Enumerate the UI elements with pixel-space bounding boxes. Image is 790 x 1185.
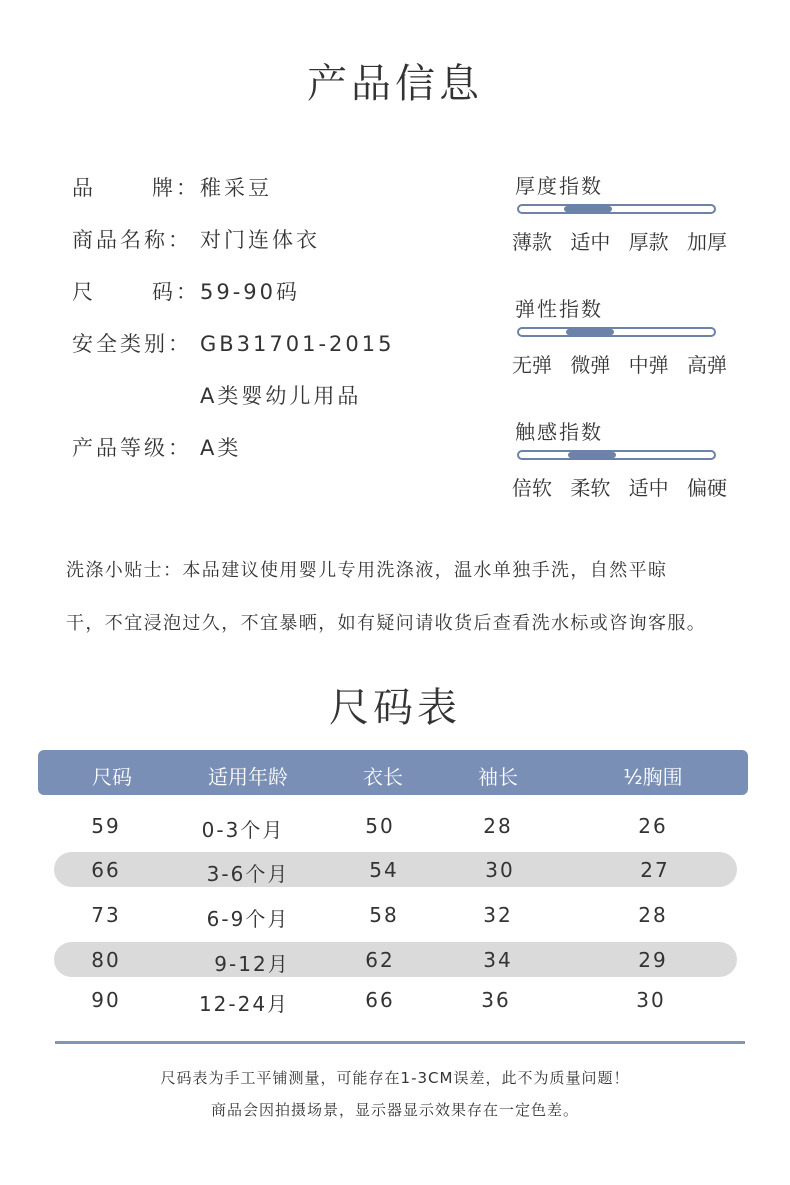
cell-length: 62 (365, 948, 395, 972)
size-value: 59-90码 (200, 280, 301, 304)
cell-size: 80 (91, 948, 121, 972)
safety-row (72, 328, 395, 358)
thickness-slider (517, 204, 716, 214)
touch-option: 倍软 (512, 476, 552, 500)
divider (55, 1041, 745, 1044)
elasticity-slider (517, 327, 716, 337)
cell-size: 66 (91, 858, 121, 882)
thickness-option: 适中 (570, 230, 611, 254)
cell-sleeve: 32 (483, 903, 513, 927)
cell-age: 6-9个月 (206, 907, 290, 931)
cell-age: 3-6个月 (206, 862, 290, 886)
header-length: 衣长 (363, 765, 403, 789)
touch-slider-fill (568, 452, 616, 458)
thickness-option: 薄款 (512, 230, 552, 254)
thickness-index-title: 厚度指数 (515, 174, 603, 198)
safety-category-row (200, 380, 361, 410)
wash-tip-line-1: 洗涤小贴士：本品建议使用婴儿专用洗涤液，温水单独手洗，自然平晾 (66, 560, 668, 581)
cell-chest: 27 (640, 858, 670, 882)
product-info-title: 产品信息 (307, 61, 483, 107)
table-row (38, 852, 748, 887)
table-row (38, 982, 748, 1017)
cell-chest: 28 (638, 903, 668, 927)
elasticity-slider-fill (566, 329, 614, 335)
size-table-header (38, 750, 748, 795)
brand-label-b: 牌： (152, 176, 200, 200)
touch-scale (512, 472, 727, 501)
cell-size: 90 (91, 988, 121, 1012)
grade-row (72, 432, 241, 462)
cell-size: 73 (91, 903, 121, 927)
table-row (38, 897, 748, 932)
touch-option: 偏硬 (686, 476, 727, 500)
note-line-2: 商品会因拍摄场景，显示器显示效果存在一定色差。 (210, 1101, 579, 1119)
note-line-1: 尺码表为手工平铺测量，可能存在1-3CM误差，此不为质量问题！ (160, 1069, 630, 1087)
size-label-b: 码： (152, 280, 200, 304)
elasticity-option: 中弹 (628, 353, 669, 377)
wash-tip-line-2: 干，不宜浸泡过久，不宜暴晒，如有疑问请收货后查看洗水标或咨询客服。 (66, 613, 707, 634)
cell-length: 66 (365, 988, 395, 1012)
touch-slider (517, 450, 716, 460)
thickness-scale (512, 226, 727, 255)
cell-sleeve: 30 (485, 858, 515, 882)
elasticity-option: 微弹 (570, 353, 611, 377)
size-label-a: 尺 (72, 280, 96, 304)
elasticity-scale (512, 349, 727, 378)
table-row (38, 808, 748, 843)
product-name-row (72, 224, 320, 254)
cell-chest: 26 (638, 814, 668, 838)
cell-length: 58 (369, 903, 399, 927)
header-age: 适用年龄 (208, 765, 288, 789)
size-row (72, 276, 300, 306)
table-row (38, 942, 748, 977)
safety-value: GB31701-2015 (200, 332, 395, 356)
grade-label: 产品等级： (72, 436, 192, 460)
cell-size: 59 (91, 814, 121, 838)
header-size: 尺码 (92, 765, 132, 789)
cell-sleeve: 28 (483, 814, 513, 838)
thickness-slider-fill (564, 206, 612, 212)
size-chart-title: 尺码表 (329, 685, 461, 731)
thickness-option: 厚款 (628, 230, 669, 254)
cell-age: 12-24月 (198, 992, 290, 1016)
thickness-option: 加厚 (686, 230, 727, 254)
grade-value: A类 (200, 436, 242, 460)
cell-sleeve: 34 (483, 948, 513, 972)
cell-chest: 29 (638, 948, 668, 972)
cell-age: 0-3个月 (201, 818, 285, 842)
brand-label-a: 品 (72, 176, 96, 200)
elasticity-index-title: 弹性指数 (515, 297, 603, 321)
cell-length: 54 (369, 858, 399, 882)
cell-age: 9-12月 (214, 952, 290, 976)
brand-row (72, 172, 272, 202)
cell-chest: 30 (636, 988, 666, 1012)
cell-length: 50 (365, 814, 395, 838)
touch-option: 适中 (628, 476, 669, 500)
product-name-value: 对门连体衣 (200, 228, 320, 252)
safety-label: 安全类别： (72, 332, 192, 356)
header-sleeve: 袖长 (478, 765, 518, 789)
elasticity-option: 无弹 (512, 353, 552, 377)
touch-index-title: 触感指数 (515, 420, 603, 444)
brand-value: 稚采豆 (200, 176, 272, 200)
cell-sleeve: 36 (481, 988, 511, 1012)
touch-option: 柔软 (570, 476, 611, 500)
product-name-label: 商品名称： (72, 228, 192, 252)
safety-category-value: A类婴幼儿用品 (200, 384, 362, 408)
elasticity-option: 高弹 (686, 353, 727, 377)
header-chest: ½胸围 (623, 765, 683, 789)
